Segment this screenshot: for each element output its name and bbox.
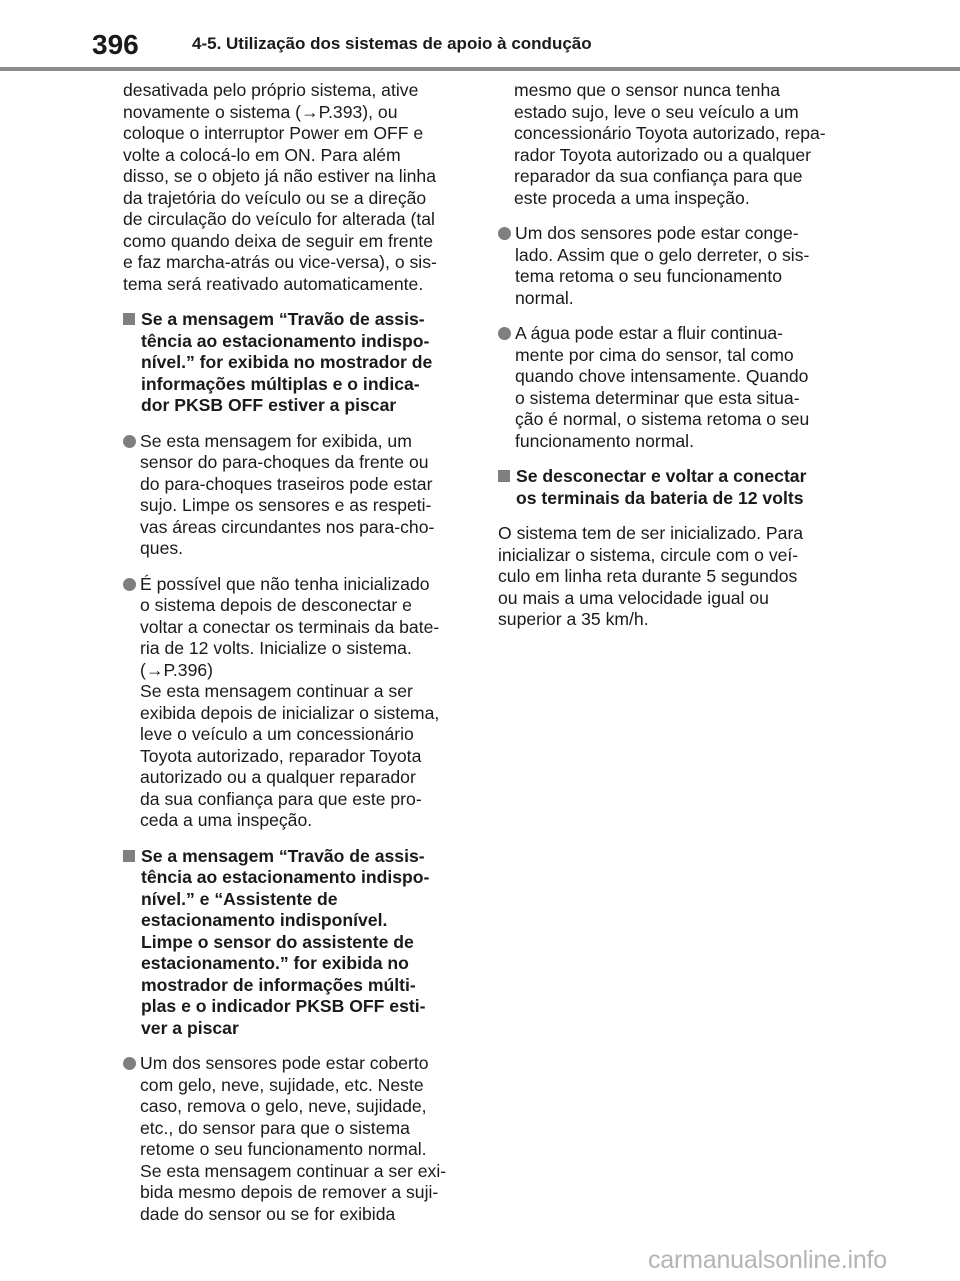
bullet-text: Se esta mensagem for exibida, um sensor do para-choques da frente ou do para-choques traseiros pode estar sujo. Limpe os sensores e as respeti- vas áreas circundantes nos para-cho- ques. — [140, 430, 435, 558]
subheading-pksb-message — [123, 309, 468, 417]
section-title: 4-5. Utilização dos sistemas de apoio à condução — [192, 34, 592, 53]
header-rule — [0, 67, 960, 71]
square-bullet-icon — [498, 470, 510, 482]
bullet-text: Um dos sensores pode estar coberto com gelo, neve, sujidade, etc. Neste caso, remova o gelo, neve, sujidade, etc., do sensor para que o sistema retome o seu funcionamento normal. Se esta mensagem continuar a ser exi- bida mesmo depois de remover a suji- dade do sensor ou se for exibida — [140, 1053, 447, 1224]
page-number: 396 — [92, 29, 139, 60]
bullet-item — [498, 323, 843, 452]
initialization-paragraph: O sistema tem de ser inicializado. Para inicializar o sistema, circule com o veí- culo em linha reta durante 5 segundos ou mais a uma velocidade igual ou superior a 35 km/h. — [498, 523, 804, 629]
subheading-sensor-message — [123, 846, 468, 1040]
intro-paragraph: desativada pelo próprio sistema, ative novamente o sistema (→P.393), ou coloque o interruptor Power em OFF e volte a colocá-lo em ON. Para além disso, se o objeto já não estiver na linha da trajetória do veículo ou se a direção de circulação do veículo for alterada (tal como quando deixa de seguir em frente e faz marcha-atrás ou vice-versa), o sis- tema será reativado automaticamente. — [123, 80, 437, 294]
subheading-text: Se a mensagem “Travão de assis- tência ao estacionamento indispo- nível.” for exibida no mostrador de informações múltiplas e o indica- dor PKSB OFF estiver a piscar — [141, 309, 433, 415]
bullet-item — [123, 431, 468, 560]
circle-bullet-icon — [498, 327, 511, 340]
square-bullet-icon — [123, 313, 135, 325]
bullet-item — [123, 574, 468, 832]
bullet-text: A água pode estar a fluir continua- mente por cima do sensor, tal como quando chove intensamente. Quando o sistema determinar que esta situa- ção é normal, o sistema retoma o seu funcionamento normal. — [515, 323, 810, 451]
square-bullet-icon — [123, 850, 135, 862]
continuation-paragraph: mesmo que o sensor nunca tenha estado sujo, leve o seu veículo a um concessionário Toyota autorizado, repa- rador Toyota autorizado ou a qualquer reparador da sua confiança para que este proceda a uma inspeção. — [514, 80, 826, 208]
circle-bullet-icon — [123, 1057, 136, 1070]
subheading-battery — [498, 466, 843, 509]
bullet-text: Um dos sensores pode estar conge- lado. Assim que o gelo derreter, o sis- tema retoma o seu funcionamento normal. — [515, 223, 810, 308]
bullet-item — [123, 1053, 468, 1225]
right-column — [498, 80, 843, 645]
watermark: carmanualsonline.info — [648, 1246, 888, 1274]
bullet-text: É possível que não tenha inicializado o sistema depois de desconectar e voltar a conectar os terminais da bate- ria de 12 volts. Inicialize o sistema. (→P.396) Se esta mensagem continuar a ser exibida depois de inicializar o sistema, leve o veículo a um concessionário Toyota autorizado, reparador Toyota autorizado ou a qualquer reparador da sua confiança para que este pro- ceda a uma inspeção. — [140, 573, 440, 830]
circle-bullet-icon — [498, 227, 511, 240]
subheading-text: Se a mensagem “Travão de assis- tência ao estacionamento indispo- nível.” e “Assistente de estacionamento indisponível. Limpe o sensor do assistente de estacionamento.” for exibida no mostrador de informações múlti- plas e o indicador PKSB OFF esti- ver a piscar — [141, 845, 430, 1038]
bullet-item — [498, 223, 843, 309]
circle-bullet-icon — [123, 435, 136, 448]
left-column — [123, 80, 468, 1239]
circle-bullet-icon — [123, 578, 136, 591]
subheading-text: Se desconectar e voltar a conectar os terminais da bateria de 12 volts — [516, 466, 807, 508]
